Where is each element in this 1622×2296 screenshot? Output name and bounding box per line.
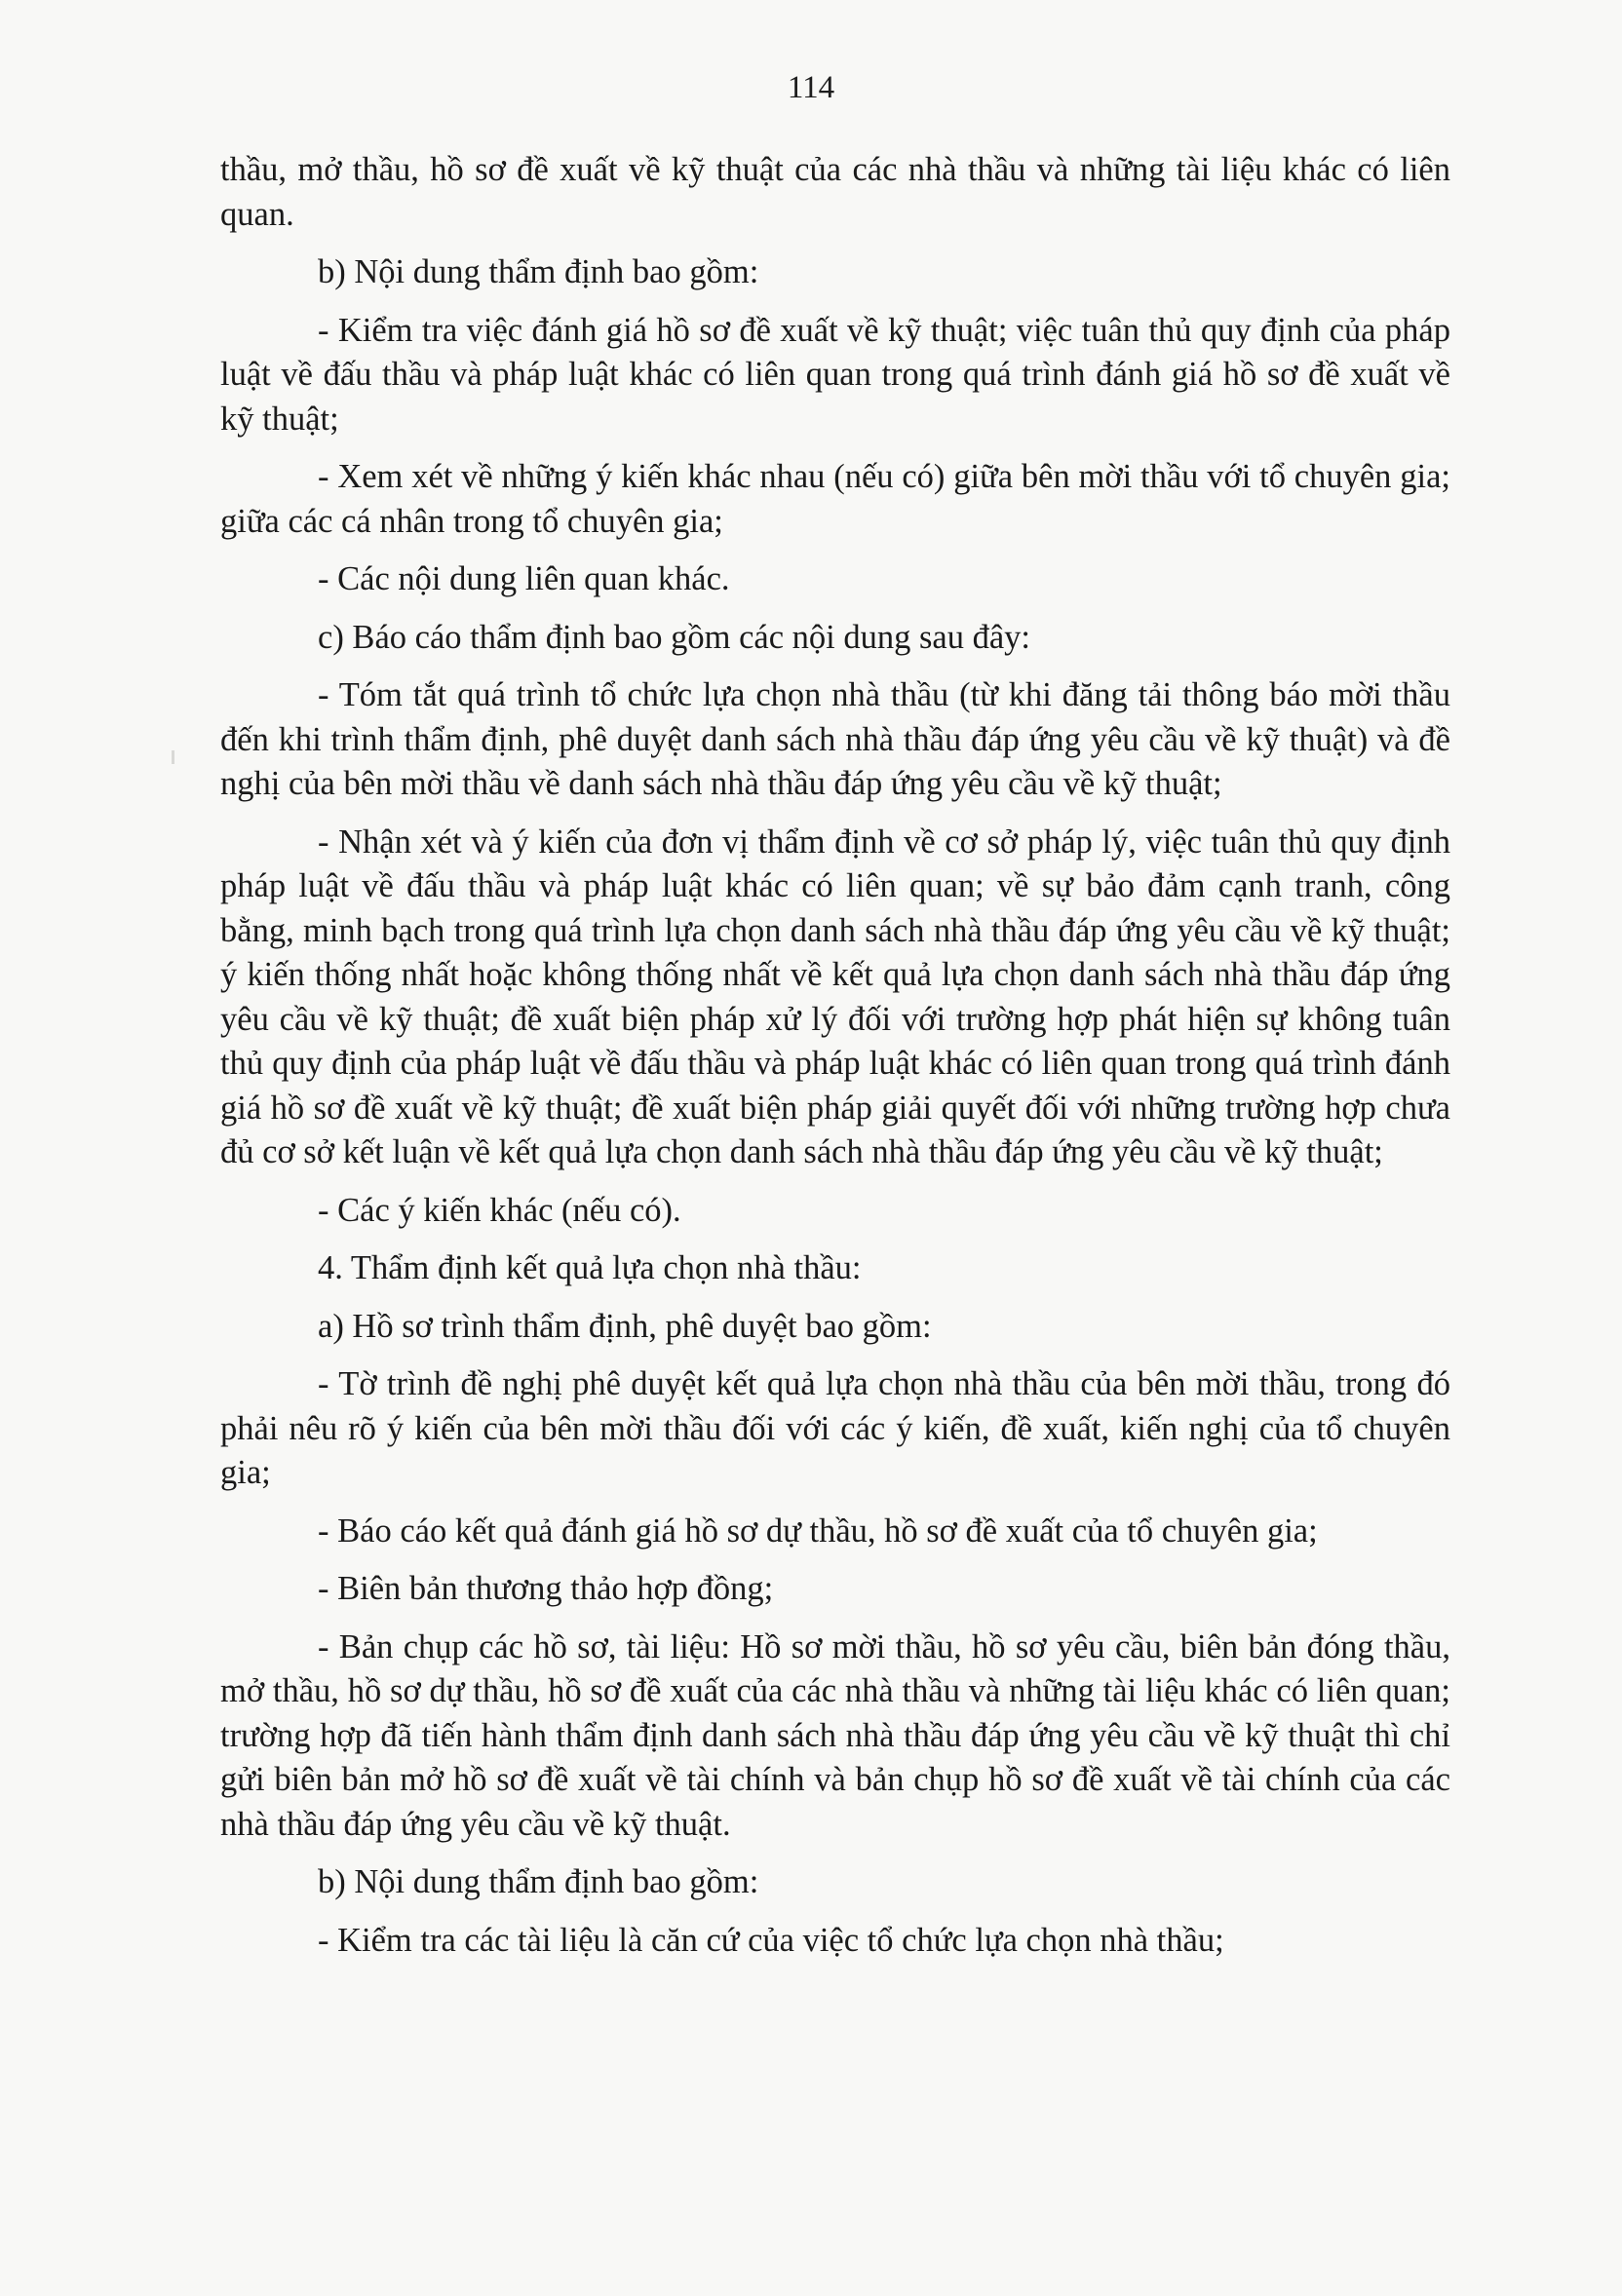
paragraph: - Biên bản thương thảo hợp đồng; — [318, 1570, 774, 1607]
scan-artifact — [172, 750, 174, 764]
paragraph: b) Nội dung thẩm định bao gồm: — [318, 253, 759, 290]
paragraph: a) Hồ sơ trình thẩm định, phê duyệt bao gồm: — [318, 1307, 932, 1345]
paragraph: - Tờ trình đề nghị phê duyệt kết quả lựa chọn nhà thầu của bên mời thầu, trong đó phải nêu rõ ý kiến của bên mời thầu đối với các ý kiến, đề xuất, kiến nghị của tổ chuyên gia; — [220, 1365, 1450, 1491]
paragraph: - Các ý kiến khác (nếu có). — [318, 1191, 681, 1229]
paragraph: b) Nội dung thẩm định bao gồm: — [318, 1863, 759, 1900]
paragraph: - Các nội dung liên quan khác. — [318, 560, 730, 597]
paragraph: - Báo cáo kết quả đánh giá hồ sơ dự thầu, hồ sơ đề xuất của tổ chuyên gia; — [318, 1512, 1318, 1550]
document-body — [220, 148, 1450, 1976]
section-heading: 4. Thẩm định kết quả lựa chọn nhà thầu: — [318, 1249, 862, 1286]
paragraph: - Nhận xét và ý kiến của đơn vị thẩm định về cơ sở pháp lý, việc tuân thủ quy định pháp luật về đấu thầu và pháp luật khác có liên quan; về sự bảo đảm cạnh tranh, công bằng, minh bạch trong quá trình lựa chọn danh sách nhà thầu đáp ứng yêu cầu về kỹ thuật; ý kiến thống nhất hoặc không thống nhất về kết quả lựa chọn danh sách nhà thầu đáp ứng yêu cầu về kỹ thuật; đề xuất biện pháp xử lý đối với trường hợp phát hiện sự không tuân thủ quy định của pháp luật về đấu thầu và pháp luật khác có liên quan trong quá trình đánh giá hồ sơ đề xuất về kỹ thuật; đề xuất biện pháp giải quyết đối với những trường hợp chưa đủ cơ sở kết luận về kết quả lựa chọn danh sách nhà thầu đáp ứng yêu cầu về kỹ thuật; — [220, 823, 1450, 1170]
paragraph: - Kiểm tra việc đánh giá hồ sơ đề xuất về kỹ thuật; việc tuân thủ quy định của pháp luật về đấu thầu và pháp luật khác có liên quan trong quá trình đánh giá hồ sơ đề xuất về kỹ thuật; — [220, 311, 1450, 438]
page-number: 114 — [787, 70, 835, 105]
paragraph: - Tóm tắt quá trình tổ chức lựa chọn nhà thầu (từ khi đăng tải thông báo mời thầu đến khi trình thẩm định, phê duyệt danh sách nhà thầu đáp ứng yêu cầu về kỹ thuật) và đề nghị của bên mời thầu về danh sách nhà thầu đáp ứng yêu cầu về kỹ thuật; — [220, 676, 1450, 802]
paragraph: c) Báo cáo thẩm định bao gồm các nội dung sau đây: — [318, 618, 1031, 656]
paragraph: - Bản chụp các hồ sơ, tài liệu: Hồ sơ mời thầu, hồ sơ yêu cầu, biên bản đóng thầu, mở thầu, hồ sơ dự thầu, hồ sơ đề xuất của các nhà thầu và những tài liệu khác có liên quan; trường hợp đã tiến hành thẩm định danh sách nhà thầu đáp ứng yêu cầu về kỹ thuật thì chỉ gửi biên bản mở hồ sơ đề xuất về tài chính và bản chụp hồ sơ đề xuất về tài chính của các nhà thầu đáp ứng yêu cầu về kỹ thuật. — [220, 1627, 1450, 1843]
paragraph-continuation: thầu, mở thầu, hồ sơ đề xuất về kỹ thuật của các nhà thầu và những tài liệu khác có liên quan. — [220, 151, 1450, 233]
paragraph: - Kiểm tra các tài liệu là căn cứ của việc tổ chức lựa chọn nhà thầu; — [318, 1921, 1224, 1959]
paragraph: - Xem xét về những ý kiến khác nhau (nếu có) giữa bên mời thầu với tổ chuyên gia; giữa các cá nhân trong tổ chuyên gia; — [220, 458, 1450, 540]
